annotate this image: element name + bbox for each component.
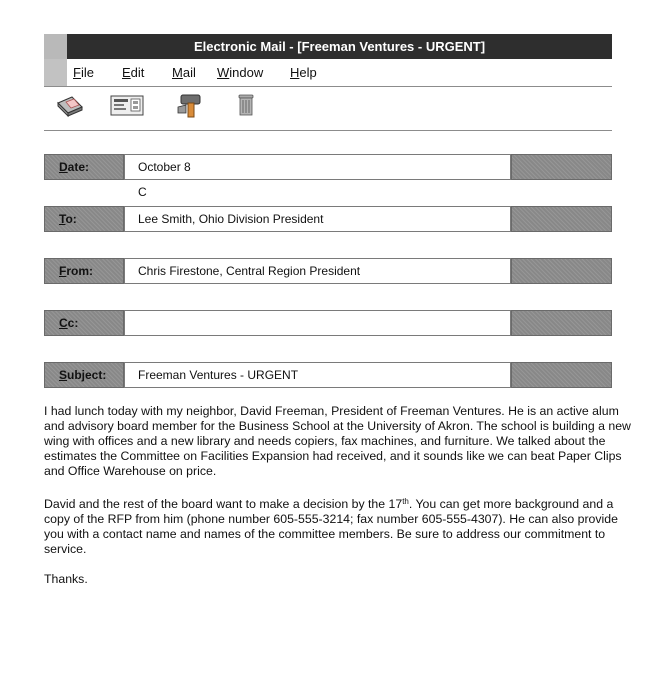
to-field[interactable]: Lee Smith, Ohio Division President (124, 206, 511, 232)
stamp-icon[interactable] (176, 93, 202, 124)
cc-row-end (511, 310, 612, 336)
body-paragraph-3: Thanks. (44, 572, 88, 586)
date-field[interactable]: October 8 (124, 154, 511, 180)
date-row-end (511, 154, 612, 180)
to-row-end (511, 206, 612, 232)
date-label: Date: (44, 154, 124, 180)
trash-can-icon[interactable] (238, 93, 254, 122)
menu-bar (44, 59, 612, 87)
subject-row (44, 362, 612, 388)
from-label: From: (44, 258, 124, 284)
to-label: To: (44, 206, 124, 232)
title-bar (44, 34, 612, 59)
menu-edit[interactable]: Edit (122, 65, 145, 80)
subject-label: Subject: (44, 362, 124, 388)
mailbox-icon[interactable] (56, 93, 84, 122)
from-row (44, 258, 612, 284)
from-field[interactable]: Chris Firestone, Central Region President (124, 258, 511, 284)
to-row (44, 206, 612, 232)
stray-text: C (138, 185, 147, 199)
message-body[interactable] (44, 404, 634, 602)
cc-label: Cc: (44, 310, 124, 336)
cc-field[interactable] (124, 310, 511, 336)
body-paragraph-2: David and the rest of the board want to make a decision by the 17th. You can get more background and a copy of the RFP from him (phone number 605-555-3214; fax number 605-555-4307). He can also provide you with a contact name and names of the committee members. Be sure to address our commitment to service. (44, 497, 618, 556)
menu-file[interactable]: File (73, 65, 94, 80)
date-row (44, 154, 612, 180)
body-paragraph-1: I had lunch today with my neighbor, David Freeman, President of Freeman Ventures. He is an active alum and advisory board member for the Business School at the University of Akron. The school is building a new wing with offices and a new library and needs copiers, fax machines, and furniture. We talked about the estimates the Committee on Facilities Expansion had received, and it sounds like we can beat Paper Clips and Office Warehouse on price. (44, 404, 631, 478)
toolbar (44, 87, 612, 131)
system-menu-box[interactable] (44, 34, 67, 59)
subject-row-end (511, 362, 612, 388)
menu-system-box (44, 59, 67, 86)
email-window (44, 34, 612, 131)
subject-field[interactable]: Freeman Ventures - URGENT (124, 362, 511, 388)
menu-mail[interactable]: Mail (172, 65, 196, 80)
menu-window[interactable]: Window (217, 65, 264, 80)
window-title: Electronic Mail - [Freeman Ventures - URGENT] (193, 39, 486, 54)
menu-help[interactable]: Help (290, 65, 317, 80)
fax-machine-icon[interactable] (110, 93, 144, 122)
cc-row (44, 310, 612, 336)
from-row-end (511, 258, 612, 284)
